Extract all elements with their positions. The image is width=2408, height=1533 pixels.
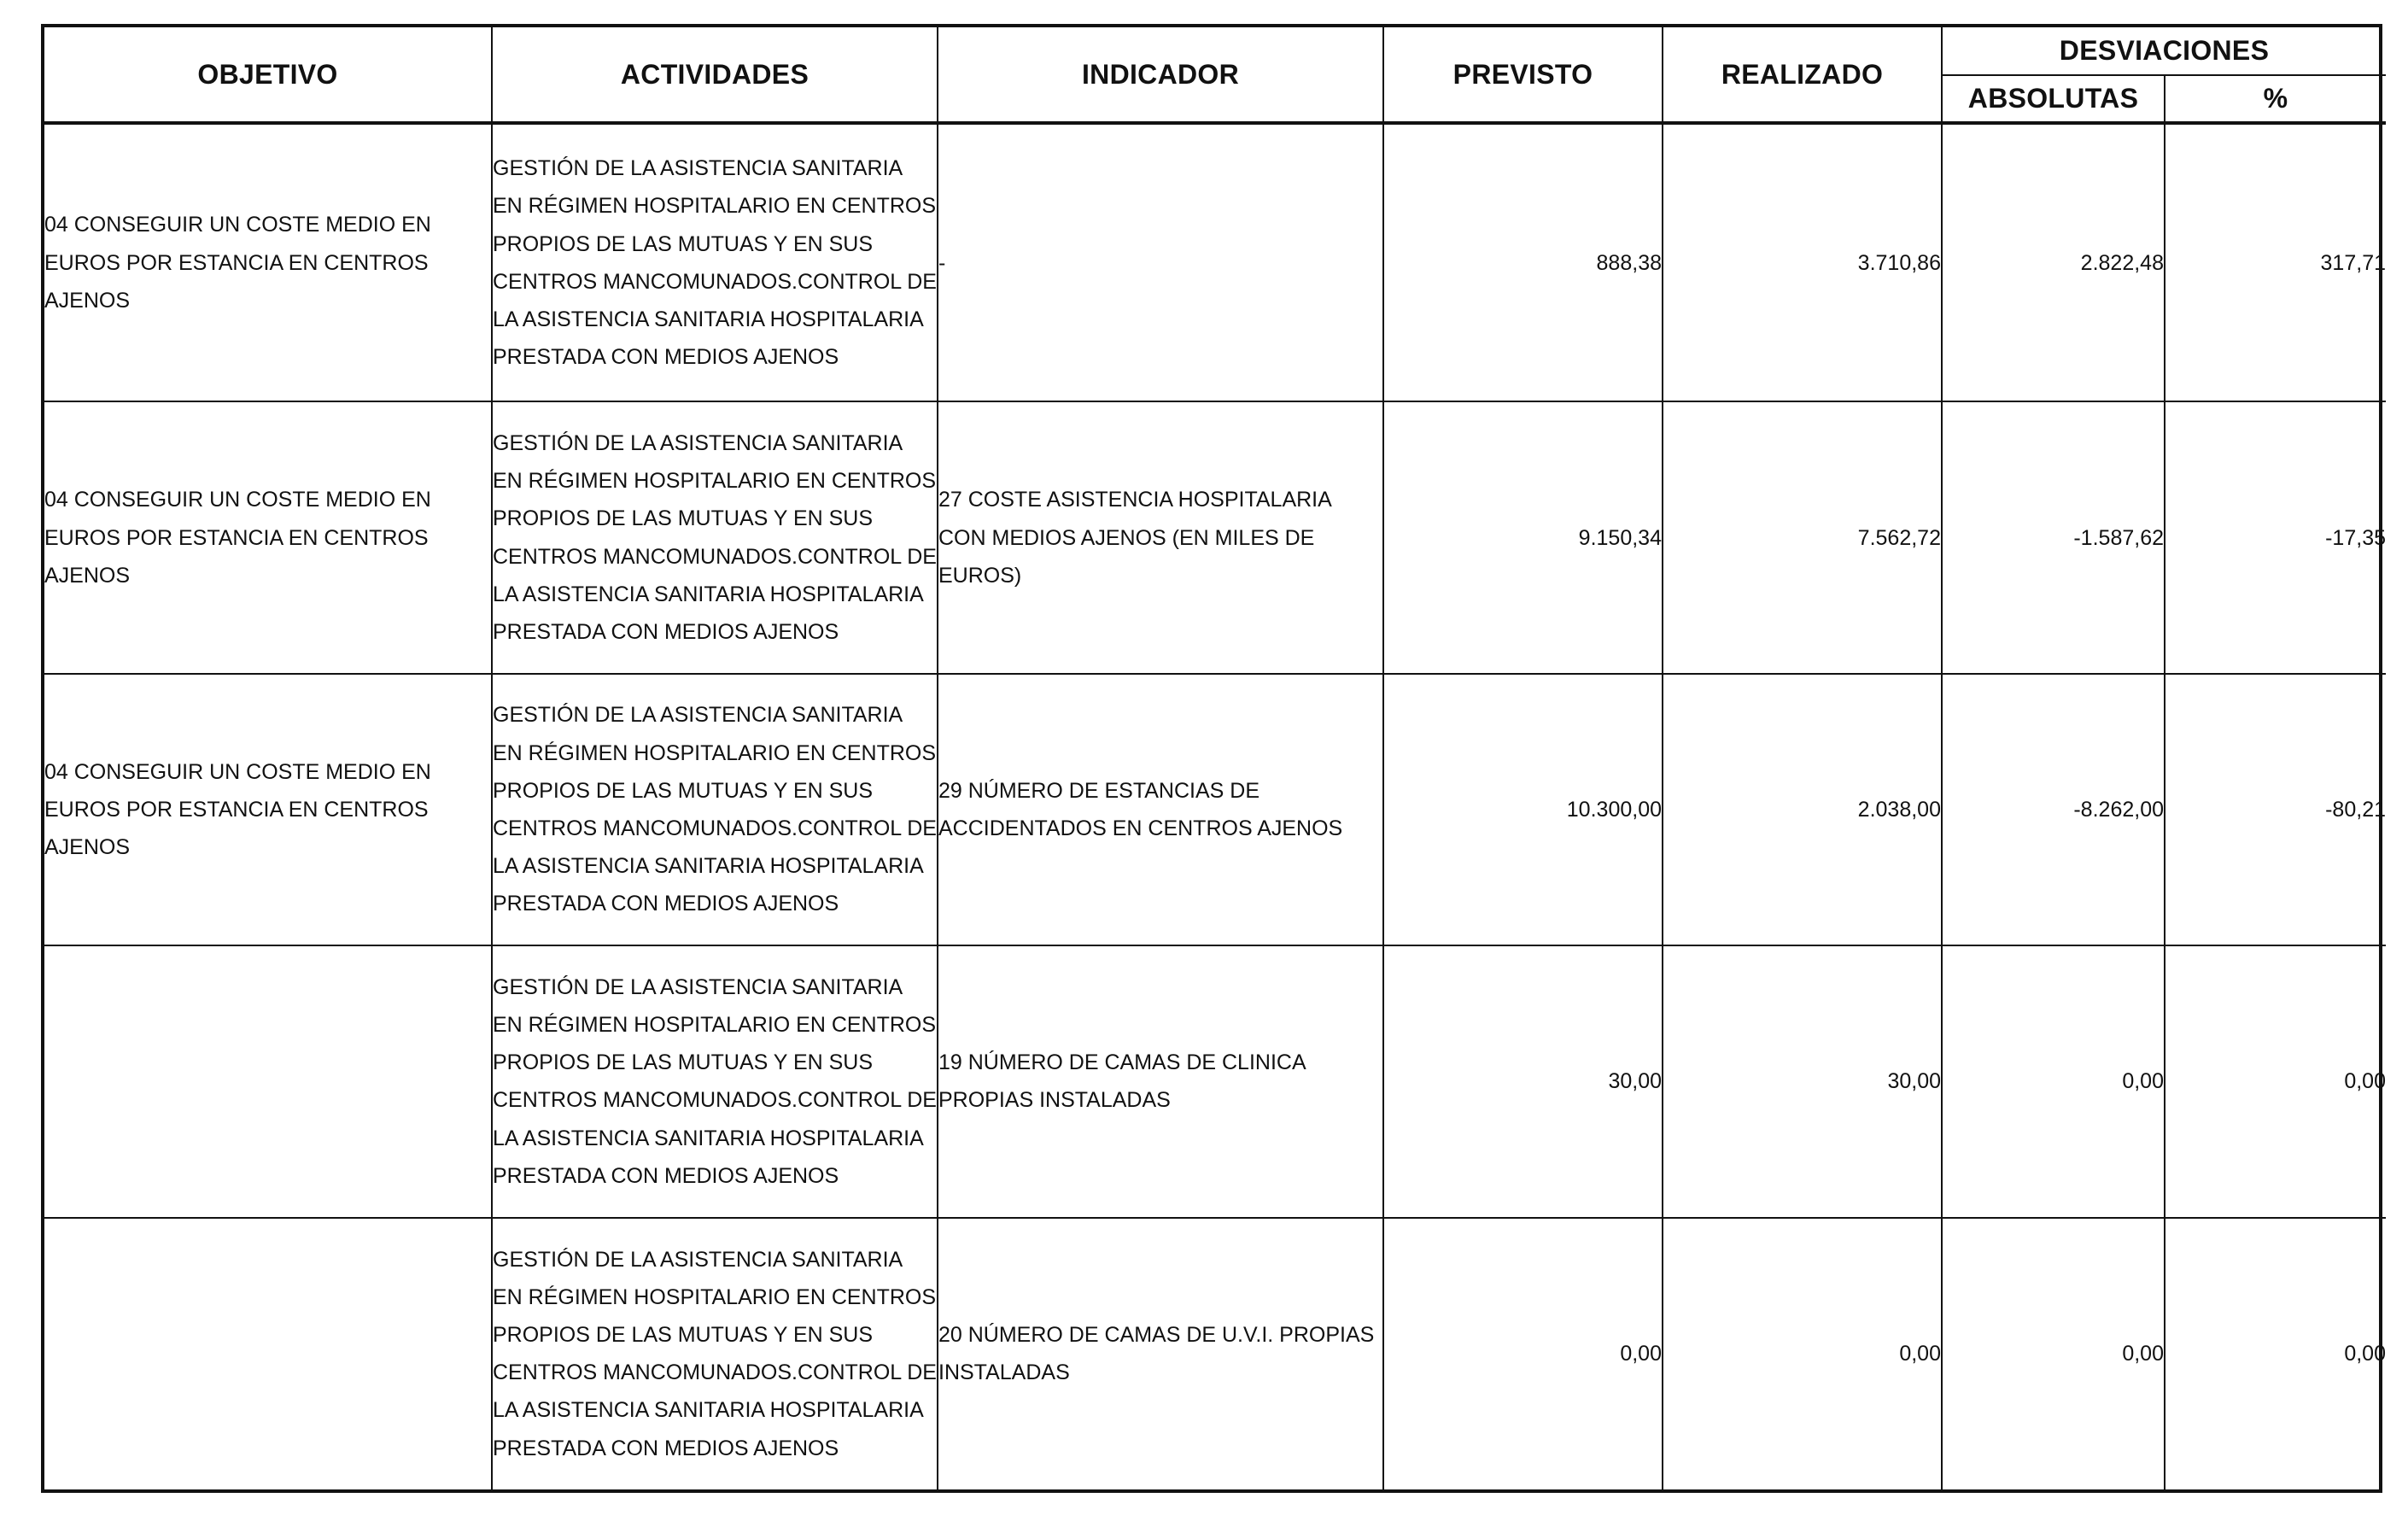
cell-indicador: 20 NÚMERO DE CAMAS DE U.V.I. PROPIAS INSTALADAS [938, 1218, 1383, 1489]
cell-realizado: 2.038,00 [1663, 674, 1942, 945]
cell-absolutas: -8.262,00 [1942, 674, 2165, 945]
cell-absolutas: -1.587,62 [1942, 401, 2165, 673]
cell-realizado: 0,00 [1663, 1218, 1942, 1489]
cell-actividad: GESTIÓN DE LA ASISTENCIA SANITARIA EN RÉGIMEN HOSPITALARIO EN CENTROS PROPIOS DE LAS MUTUAS Y EN SUS CENTROS MANCOMUNADOS.CONTROL DE LA ASISTENCIA SANITARIA HOSPITALARIA PRESTADA CON MEDIOS AJENOS [492, 123, 938, 401]
cell-previsto: 888,38 [1383, 123, 1663, 401]
cell-previsto: 30,00 [1383, 945, 1663, 1217]
cell-indicador: 19 NÚMERO DE CAMAS DE CLINICA PROPIAS INSTALADAS [938, 945, 1383, 1217]
header-porcentaje: % [2165, 75, 2386, 123]
cell-porcentaje: -80,21 [2165, 674, 2386, 945]
table-row [44, 1218, 2386, 1489]
cell-actividad: GESTIÓN DE LA ASISTENCIA SANITARIA EN RÉGIMEN HOSPITALARIO EN CENTROS PROPIOS DE LAS MUTUAS Y EN SUS CENTROS MANCOMUNADOS.CONTROL DE LA ASISTENCIA SANITARIA HOSPITALARIA PRESTADA CON MEDIOS AJENOS [492, 674, 938, 945]
header-objetivo: OBJETIVO [44, 27, 492, 123]
cell-actividad: GESTIÓN DE LA ASISTENCIA SANITARIA EN RÉGIMEN HOSPITALARIO EN CENTROS PROPIOS DE LAS MUTUAS Y EN SUS CENTROS MANCOMUNADOS.CONTROL DE LA ASISTENCIA SANITARIA HOSPITALARIA PRESTADA CON MEDIOS AJENOS [492, 401, 938, 673]
cell-previsto: 10.300,00 [1383, 674, 1663, 945]
cell-actividad: GESTIÓN DE LA ASISTENCIA SANITARIA EN RÉGIMEN HOSPITALARIO EN CENTROS PROPIOS DE LAS MUTUAS Y EN SUS CENTROS MANCOMUNADOS.CONTROL DE LA ASISTENCIA SANITARIA HOSPITALARIA PRESTADA CON MEDIOS AJENOS [492, 1218, 938, 1489]
cell-objetivo: 04 CONSEGUIR UN COSTE MEDIO EN EUROS POR ESTANCIA EN CENTROS AJENOS [44, 123, 492, 401]
cell-absolutas: 0,00 [1942, 1218, 2165, 1489]
cell-realizado: 3.710,86 [1663, 123, 1942, 401]
cell-actividad: GESTIÓN DE LA ASISTENCIA SANITARIA EN RÉGIMEN HOSPITALARIO EN CENTROS PROPIOS DE LAS MUTUAS Y EN SUS CENTROS MANCOMUNADOS.CONTROL DE LA ASISTENCIA SANITARIA HOSPITALARIA PRESTADA CON MEDIOS AJENOS [492, 945, 938, 1217]
cell-realizado: 7.562,72 [1663, 401, 1942, 673]
table-body [44, 123, 2386, 1489]
objectives-table [44, 27, 2386, 1489]
table-row [44, 123, 2386, 401]
data-table-sheet [41, 24, 2386, 1493]
header-previsto: PREVISTO [1383, 27, 1663, 123]
cell-objetivo [44, 1218, 492, 1489]
cell-absolutas: 2.822,48 [1942, 123, 2165, 401]
cell-objetivo: 04 CONSEGUIR UN COSTE MEDIO EN EUROS POR ESTANCIA EN CENTROS AJENOS [44, 401, 492, 673]
cell-indicador: - [938, 123, 1383, 401]
table-row [44, 945, 2386, 1217]
header-desviaciones: DESVIACIONES [1942, 27, 2386, 75]
cell-objetivo: 04 CONSEGUIR UN COSTE MEDIO EN EUROS POR ESTANCIA EN CENTROS AJENOS [44, 674, 492, 945]
cell-previsto: 0,00 [1383, 1218, 1663, 1489]
cell-realizado: 30,00 [1663, 945, 1942, 1217]
cell-indicador: 27 COSTE ASISTENCIA HOSPITALARIA CON MEDIOS AJENOS (EN MILES DE EUROS) [938, 401, 1383, 673]
table-row [44, 674, 2386, 945]
header-indicador: INDICADOR [938, 27, 1383, 123]
cell-indicador: 29 NÚMERO DE ESTANCIAS DE ACCIDENTADOS EN CENTROS AJENOS [938, 674, 1383, 945]
table-row [44, 401, 2386, 673]
cell-objetivo [44, 945, 492, 1217]
header-realizado: REALIZADO [1663, 27, 1942, 123]
cell-porcentaje: 317,71 [2165, 123, 2386, 401]
cell-absolutas: 0,00 [1942, 945, 2165, 1217]
cell-porcentaje: 0,00 [2165, 1218, 2386, 1489]
cell-porcentaje: -17,35 [2165, 401, 2386, 673]
header-actividades: ACTIVIDADES [492, 27, 938, 123]
cell-porcentaje: 0,00 [2165, 945, 2386, 1217]
header-absolutas: ABSOLUTAS [1942, 75, 2165, 123]
cell-previsto: 9.150,34 [1383, 401, 1663, 673]
